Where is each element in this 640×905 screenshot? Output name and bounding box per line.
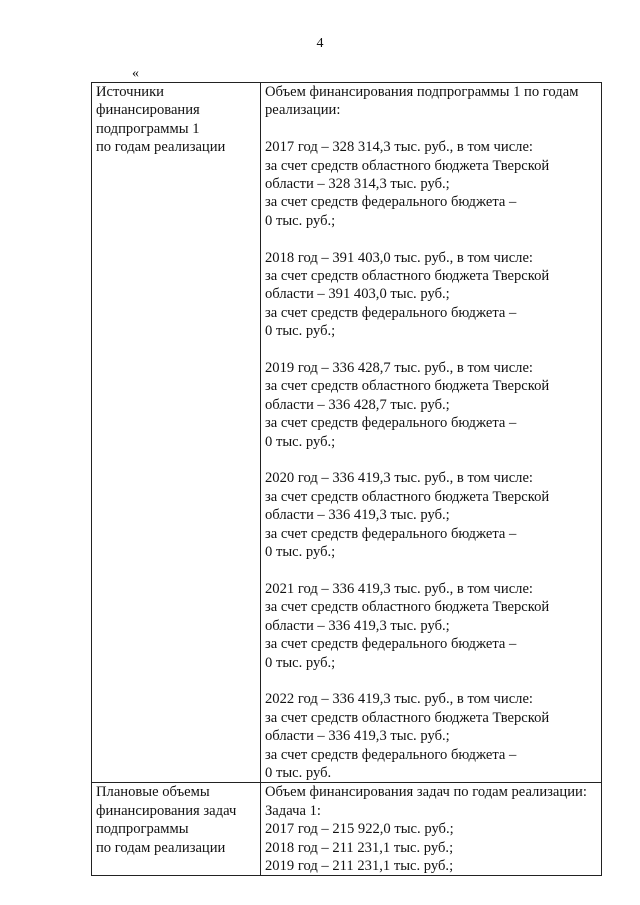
year-2022-line: за счет средств областного бюджета Тверской	[265, 709, 550, 726]
content-line: 2017 год – 215 922,0 тыс. руб.;	[265, 821, 454, 838]
year-2018-line: 0 тыс. руб.;	[265, 323, 336, 340]
row-label-planned-volumes	[92, 783, 261, 876]
table-row-planned-volumes	[92, 783, 602, 876]
year-2017-line: за счет средств федерального бюджета –	[265, 194, 517, 211]
intro-line: Объем финансирования подпрограммы 1 по годам	[265, 84, 579, 100]
row-label-sources	[92, 83, 261, 783]
year-2021-line: за счет средств областного бюджета Тверской	[265, 599, 550, 616]
label-line: по годам реализации	[96, 139, 226, 156]
label-line: финансирования задач	[96, 802, 237, 819]
year-2021-line: 0 тыс. руб.;	[265, 654, 336, 671]
financing-table	[91, 82, 602, 876]
year-2022-line: области – 336 419,3 тыс. руб.;	[265, 728, 450, 745]
content-line: Задача 1:	[265, 802, 321, 819]
content-line: Объем финансирования задач по годам реализации:	[265, 784, 587, 801]
year-2020-line: 0 тыс. руб.;	[265, 544, 336, 561]
content-line: 2018 год – 211 231,1 тыс. руб.;	[265, 839, 454, 856]
year-2021-line: за счет средств федерального бюджета –	[265, 636, 517, 653]
year-2019-line: области – 336 428,7 тыс. руб.;	[265, 396, 450, 413]
opening-quote-mark: «	[132, 66, 139, 81]
year-2018-line: за счет средств федерального бюджета –	[265, 304, 517, 321]
year-2021-line: 2021 год – 336 419,3 тыс. руб., в том числе:	[265, 580, 533, 597]
label-line: финансирования	[96, 102, 200, 119]
row-content-planned-volumes	[261, 783, 602, 876]
label-line: по годам реализации	[96, 839, 226, 856]
year-2017-line: области – 328 314,3 тыс. руб.;	[265, 176, 450, 193]
paragraph-gap	[265, 451, 597, 469]
intro-line: реализации:	[265, 102, 341, 119]
year-2019-line: за счет средств федерального бюджета –	[265, 415, 517, 432]
year-2018-line: за счет средств областного бюджета Тверской	[265, 268, 550, 285]
content-line: 2019 год – 211 231,1 тыс. руб.;	[265, 857, 454, 874]
label-line: подпрограммы 1	[96, 120, 200, 137]
row-content-sources	[261, 83, 602, 783]
table-row-sources	[92, 83, 602, 783]
year-2019-line: 2019 год – 336 428,7 тыс. руб., в том числе:	[265, 360, 533, 377]
year-2018-line: 2018 год – 391 403,0 тыс. руб., в том числе:	[265, 249, 533, 266]
year-2020-line: за счет средств областного бюджета Тверской	[265, 488, 550, 505]
label-line: подпрограммы	[96, 821, 189, 838]
paragraph-gap	[265, 562, 597, 580]
year-2019-line: за счет средств областного бюджета Тверской	[265, 378, 550, 395]
year-2017-line: за счет средств областного бюджета Тверской	[265, 157, 550, 174]
year-2022-line: 0 тыс. руб.	[265, 764, 332, 781]
label-line: Источники	[96, 84, 164, 100]
paragraph-gap	[265, 230, 597, 248]
year-2017-line: 2017 год – 328 314,3 тыс. руб., в том числе:	[265, 139, 533, 156]
paragraph-gap	[265, 120, 597, 138]
paragraph-gap	[265, 341, 597, 359]
year-2020-line: 2020 год – 336 419,3 тыс. руб., в том числе:	[265, 470, 533, 487]
year-2020-line: области – 336 419,3 тыс. руб.;	[265, 507, 450, 524]
label-line: Плановые объемы	[96, 784, 210, 801]
year-2022-line: за счет средств федерального бюджета –	[265, 746, 517, 763]
year-2019-line: 0 тыс. руб.;	[265, 433, 336, 450]
year-2021-line: области – 336 419,3 тыс. руб.;	[265, 617, 450, 634]
page-number: 4	[316, 36, 324, 51]
year-2022-line: 2022 год – 336 419,3 тыс. руб., в том числе:	[265, 691, 533, 708]
year-2017-line: 0 тыс. руб.;	[265, 212, 336, 229]
paragraph-gap	[265, 672, 597, 690]
year-2018-line: области – 391 403,0 тыс. руб.;	[265, 286, 450, 303]
year-2020-line: за счет средств федерального бюджета –	[265, 525, 517, 542]
